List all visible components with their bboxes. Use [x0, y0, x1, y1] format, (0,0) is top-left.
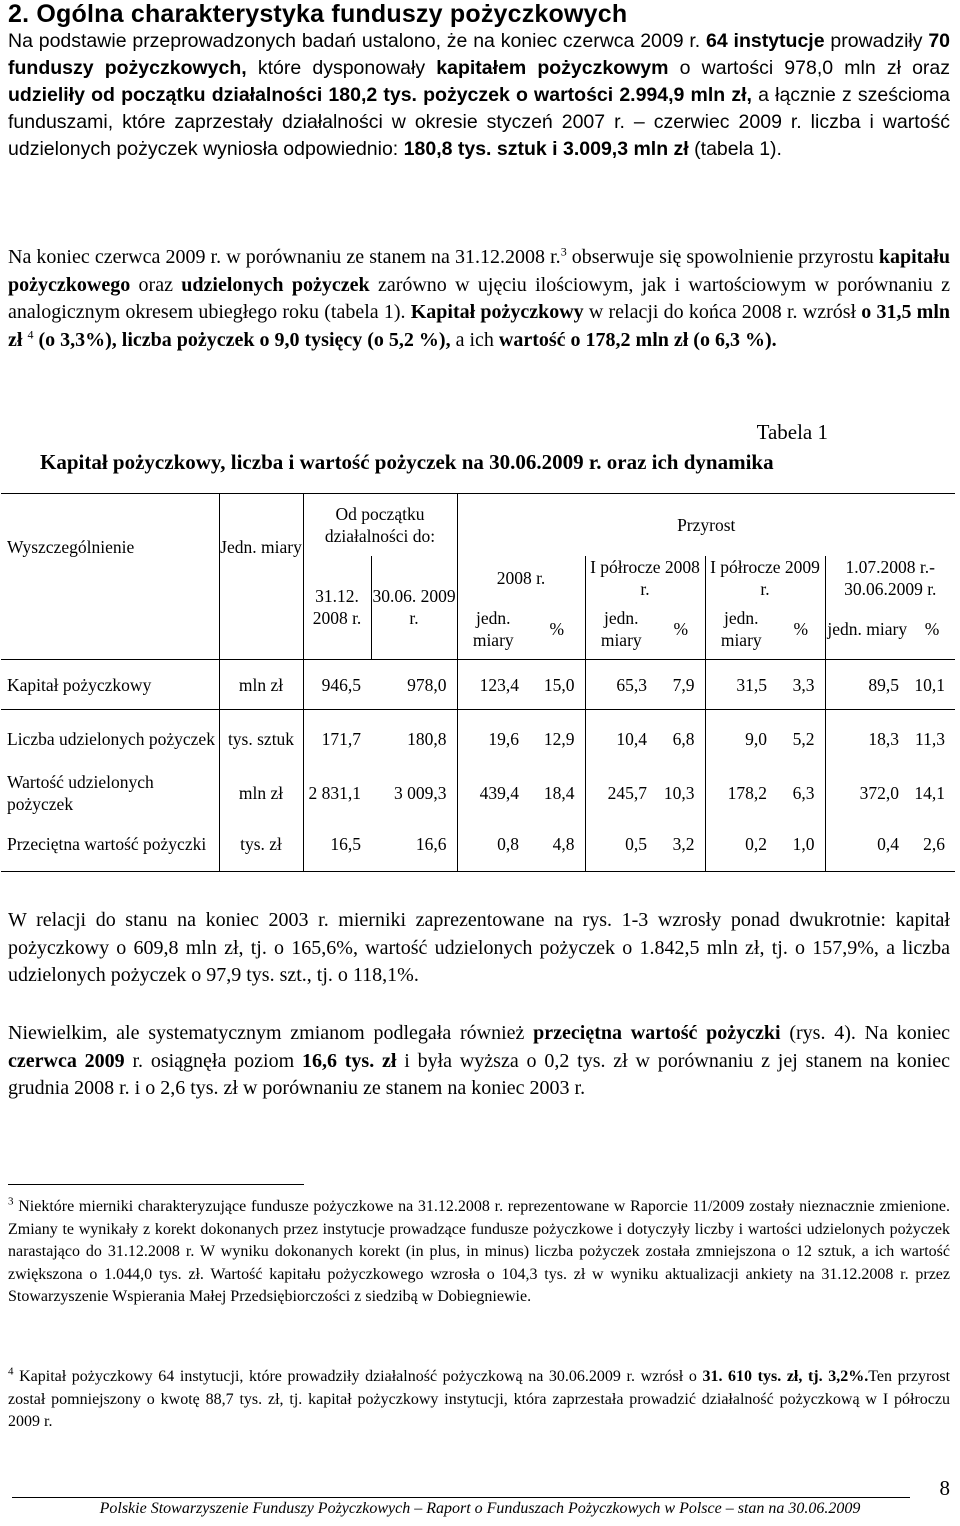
header-period-12m: 1.07.2008 r.- 30.06.2009 r.	[844, 556, 937, 599]
header-unit-col: jedn. miary	[472, 608, 514, 651]
footer-rule	[12, 1497, 910, 1498]
cell: 6,8	[657, 710, 705, 768]
cell: 89,5	[825, 660, 909, 710]
cell: 1,0	[777, 818, 825, 872]
cell: 15,0	[529, 660, 585, 710]
row-label: Przeciętna wartość pożyczki	[1, 818, 219, 872]
cell: 0,8	[457, 818, 529, 872]
cell: 171,7	[321, 728, 361, 749]
footnote-4: $^4$ Kapitał pożyczkowy 64 instytucji, które prowadziły działalność pożyczkową na 30.06.2009 r. wzrósł o 31. 610 tys. zł, tj. 3,2%.Ten przyrost został pomniejszony o kwotę 88,7 tys. zł, tj. kapitał pożyczkowy instytucji, która zaprzestała prowadzić działalność pożyczkową w I półroczu 2009 r.	[8, 1365, 951, 1430]
cell: 3 009,3	[371, 768, 457, 818]
header-period-2008: 2008 r.	[457, 556, 585, 600]
header-date-2009: 30.06. 2009 r.	[371, 556, 457, 660]
data-table	[1, 493, 955, 872]
cell: 2 831,1	[308, 782, 361, 803]
cell: 0,5	[585, 818, 657, 872]
cell: 3,3	[777, 660, 825, 710]
cell: 0,4	[825, 818, 909, 872]
cell: 11,3	[915, 728, 945, 749]
page-footer: Polskie Stowarzyszenie Funduszy Pożyczkowych – Raport o Funduszach Pożyczkowych w Polsce – stan na 30.06.2009	[99, 1500, 861, 1517]
cell: 4,8	[529, 818, 585, 872]
header-pct-col: %	[657, 600, 705, 660]
cell: 6,3	[777, 768, 825, 818]
header-pct-col: %	[529, 600, 585, 660]
row-unit: tys. sztuk	[219, 710, 303, 768]
header-pct-col: %	[777, 600, 825, 660]
cell: 0,2	[705, 818, 777, 872]
header-unit-col: jedn. miary	[600, 608, 642, 651]
cell: 9,0	[745, 728, 767, 749]
cell: 946,5	[303, 660, 371, 710]
table-row	[1, 710, 955, 768]
paragraph-dynamics: Na koniec czerwca 2009 r. w porównaniu ze stanem na 31.12.2008 r.$^3$ obserwuje się spowolnienie przyrostu kapitału pożyczkowego oraz udzielonych pożyczek zarówno w ujęciu ilościowym, jak i wartościowym w porównaniu z analogicznym okresem ubiegłego roku (tabela 1). Kapitał pożyczkowy w relacji do końca 2008 r. wzrósł o 31,5 mln zł $^4$ (o 3,3%), liczba pożyczek o 9,0 tysięcy (o 5,2 %), a ich wartość o 178,2 mln zł (o 6,3 %).	[8, 244, 951, 351]
row-unit: tys. zł	[219, 818, 303, 872]
page-number: 8	[939, 1476, 950, 1500]
footnote-3: $^3$ Niektóre mierniki charakteryzujące fundusze pożyczkowe na 31.12.2008 r. reprezentowane w Raporcie 11/2009 zostały nieznacznie zmienione. Zmiany te wynikały z korekt dokonanych przez instytucje prowadzące fundusze pożyczkowe i dotyczyły liczby i wartości udzielonych pożyczek narastająco do 31.12.2008 r. W wyniku dokonanych korekt (in plus, in minus) liczba pożyczek została zmniejszona o 12 sztuk, a ich wartość zwiększona o 1.044,0 tys. zł. Wartość kapitału pożyczkowego wzrosła o 104,3 tys. zł w wyniku aktualizacji ankiety na 31.12.2008 r. przez Stowarzyszenie Wspierania Małej Przedsiębiorczości z siedzibą w Dobiegniewie.	[8, 1195, 951, 1305]
table-number: Tabela 1	[756, 420, 828, 444]
header-since: Od początku działalności do:	[303, 494, 457, 556]
cell: 5,2	[777, 710, 825, 768]
header-unit-col: jedn. miary	[720, 608, 762, 651]
cell: 3,2	[657, 818, 705, 872]
footnote-separator	[8, 1184, 304, 1185]
row-unit: mln zł	[219, 660, 303, 710]
row-unit: mln zł	[219, 768, 303, 818]
cell: 31,5	[705, 660, 777, 710]
cell: 12,9	[529, 710, 585, 768]
table-row	[1, 660, 955, 710]
row-label: Kapitał pożyczkowy	[1, 660, 219, 710]
header-unit: Jedn. miary	[219, 494, 303, 600]
cell: 10,4	[616, 728, 647, 749]
cell: 10,3	[657, 768, 705, 818]
paragraph-since-2003: W relacji do stanu na koniec 2003 r. mierniki zaprezentowane na rys. 1-3 wzrosły ponad dwukrotnie: kapitał pożyczkowy o 609,8 mln zł, tj. o 165,6%, wartość udzielonych pożyczek o 1.842,5 mln zł, tj. o 157,9%, a liczba udzielonych pożyczek o 97,9 tys. szt., tj. o 118,1%.	[8, 909, 950, 986]
cell: 10,1	[909, 660, 955, 710]
paragraph-average-loan: Niewielkim, ale systematycznym zmianom podlegała również przeciętna wartość pożyczki (rys. 4). Na koniec czerwca 2009 r. osiągnęła poziom 16,6 tys. zł i była wyższa o 0,2 tys. zł w porównaniu z jej stanem na koniec grudnia 2008 r. i o 2,6 tys. zł w porównaniu ze stanem na koniec 2003 r.	[8, 1022, 951, 1099]
cell: 18,3	[868, 728, 899, 749]
table-row	[1, 768, 955, 818]
paragraph-intro: Na podstawie przeprowadzonych badań ustalono, że na koniec czerwca 2009 r. 64 instytucje prowadziły 70 funduszy pożyczkowych, które dysponowały kapitałem pożyczkowym o wartości 978,0 mln zł oraz udzieliły od początku działalności 180,2 tys. pożyczek o wartości 2.994,9 mln zł, a łącznie z sześcioma funduszami, które zaprzestały działalności w okresie styczeń 2007 r. – czerwiec 2009 r. liczba i wartość udzielonych pożyczek wyniosła odpowiednio: 180,8 tys. sztuk i 3.009,3 mln zł (tabela 1).	[8, 30, 951, 160]
table-title: Kapitał pożyczkowy, liczba i wartość pożyczek na 30.06.2009 r. oraz ich dynamika	[40, 450, 774, 474]
table-row	[1, 818, 955, 872]
row-label: Wartość udzielonych pożyczek	[1, 768, 219, 818]
cell: 178,2	[727, 782, 767, 803]
cell: 2,6	[909, 818, 955, 872]
cell: 18,4	[529, 768, 585, 818]
cell: 180,8	[371, 710, 457, 768]
cell: 7,9	[657, 660, 705, 710]
cell: 245,7	[607, 782, 647, 803]
cell: 372,0	[859, 782, 899, 803]
cell: 978,0	[371, 660, 457, 710]
cell: 65,3	[585, 660, 657, 710]
header-date-2008: 31.12. 2008 r.	[303, 556, 371, 660]
section-heading: 2. Ogólna charakterystyka funduszy pożyczkowych	[8, 0, 628, 28]
header-pct-col: %	[924, 619, 940, 640]
row-label: Liczba udzielonych pożyczek	[1, 710, 219, 768]
header-growth: Przyrost	[457, 494, 955, 556]
cell: 16,5	[303, 818, 371, 872]
cell: 439,4	[479, 782, 519, 803]
cell: 123,4	[457, 660, 529, 710]
cell: 14,1	[914, 782, 945, 803]
header-period-h1-2008: I półrocze 2008 r.	[585, 556, 705, 600]
cell: 19,6	[488, 728, 519, 749]
header-unit-col: jedn. miary	[827, 619, 908, 640]
header-spec: Wyszczególnienie	[1, 494, 219, 600]
cell: 16,6	[371, 818, 457, 872]
header-period-h1-2009: I półrocze 2009 r.	[705, 556, 825, 600]
